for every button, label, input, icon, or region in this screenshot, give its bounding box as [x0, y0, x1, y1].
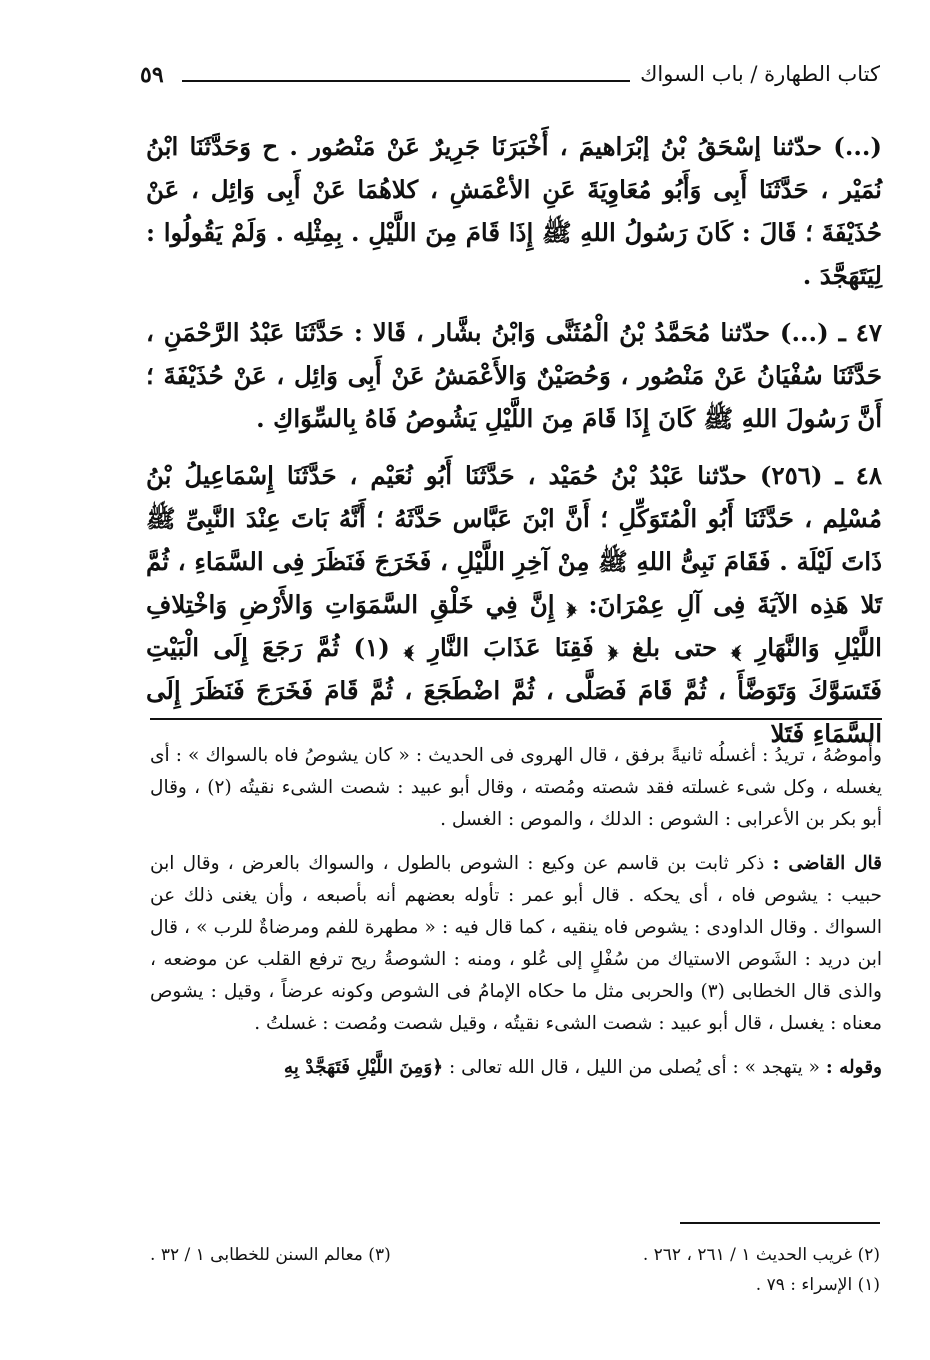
hadith-text — [146, 125, 882, 769]
footnotes — [150, 1240, 880, 1300]
section-divider — [150, 718, 882, 720]
hadith-paragraph: ٤٨ ـ (٢٥٦) حدّثنا عَبْدُ بْنُ حُمَيْد ، حَدَّثَنَا أَبُو نُعَيْم ، حَدَّثَنَا إِسْمَاعِيلُ بْنُ مُسْلِم ، حَدَّثَنَا أَبُو الْمُتَوَكِّلِ ؛ أَنَّ ابْنَ عَبَّاس حَدَّثَهُ ؛ أَنَّهُ بَاتَ عِنْدَ النَّبِىِّ ﷺ ذَاتَ لَيْلَة . فَقَامَ نَبِىُّ اللهِ ﷺ مِنْ آخِرِ اللَّيْلِ ، فَخَرَجَ فَنَظَرَ فِى السَّمَاءِ ، ثُمَّ تَلا هَذِه الآيَةَ فِى آلِ عِمْرَانَ: ﴿ إِنَّ فِي خَلْقِ السَّمَوَاتِ وَالأَرْضِ وَاخْتِلافِ اللَّيْلِ وَالنَّهَارِ ﴾ حتى بلغ ﴿ فَقِنَا عَذَابَ النَّارِ ﴾ (١) ثُمَّ رَجَعَ إِلَى الْبَيْتِ فَتَسَوَّكَ وَتَوَضَّأَ ، ثُمَّ قَامَ فَصَلَّى ، ثُمَّ اضْطَجَعَ ، ثُمَّ قَامَ فَخَرَجَ فَنَظَرَ إِلَى السَّمَاءِ فَتَلا — [146, 461, 882, 748]
quran-quote: ﴿وَمِنَ اللَّيْلِ فَتَهَجَّدْ بِهِ — [283, 1057, 444, 1078]
hadith-paragraph: ٤٧ ـ (...) حدّثنا مُحَمَّدُ بْنُ الْمُثَنَّى وَابْنُ بشَّار ، قَالا : حَدَّثَنَا عَبْدُ الرَّحْمَنِ ، حَدَّثَنَا سُفْيَانُ عَنْ مَنْصُور ، وَحُصَيْنٌ وَالأَعْمَشُ عَنْ أَبِى وَائِل ، عَنْ حُذَيْفَةَ ؛ أَنَّ رَسُولَ اللهِ ﷺ كَانَ إِذَا قَامَ مِنَ اللَّيْلِ يَشُوصُ فَاهُ بِالسِّوَاكِ . — [146, 318, 882, 433]
hadith-paragraph: (...) حدّثنا إسْحَقُ بْنُ إبْرَاهيمَ ، أَخْبَرَنَا جَرِيرٌ عَنْ مَنْصُور . ح وَحَدَّثَنَا ابْنُ نُمَيْر ، حَدَّثَنَا أَبِى وَأَبُو مُعَاوِيَةَ عَنِ الأعْمَشِ ، كلاهُمَا عَنْ أَبِى وَائِل ، عَنْ حُذَيْفَةَ ؛ قَالَ : كَانَ رَسُولُ اللهِ ﷺ إِذَا قَامَ مِنَ اللَّيْلِ . بِمِثْلِه . وَلَمْ يَقُولُوا : لِيَتَهَجَّدَ . — [146, 132, 882, 290]
footnote: (٣) معالم السنن للخطابى ١ / ٣٢ . — [150, 1245, 391, 1265]
commentary-paragraph: وأموصُهُ ، تريدُ : أغسلُه ثانيةً برفق ، قال الهروى فى الحديث : « كان يشوصُ فاه بالسواك » : أى يغسله ، وكل شىء غسلته فقد شصته ومُصته ، وقال أبو عبيد : شصت الشىء نقيتُه (٢) ، وقال أبو بكر بن الأعرابى : الشوص : الدلك ، والموص : الغسل . — [150, 745, 883, 830]
footnote-rule — [680, 1222, 880, 1224]
footnote: (١) الإسراء : ٧٩ . — [755, 1275, 880, 1295]
page-header — [140, 58, 880, 98]
header-rule — [182, 80, 630, 82]
commentary — [150, 740, 882, 1096]
footnote: (٢) غريب الحديث ١ / ٢٦١ ، ٢٦٢ . — [642, 1245, 880, 1265]
running-title: كتاب الطهارة / باب السواك — [640, 62, 880, 86]
commentary-lead: قال القاضى : — [772, 853, 882, 874]
commentary-text: « يتهجد » : أى يُصلى من الليل ، قال الله تعالى : — [449, 1057, 820, 1078]
commentary-text: ذكر ثابت بن قاسم عن وكيع : الشوص بالطول ، والسواك بالعرض ، وقال ابن حبيب : يشوص فاه ، أى يحكه . قال أبو عمر : تأوله بعضهم أنه بأصبعه ، وأن يغنى ذلك عن السواك . وقال الداودى : يشوص فاه ينقيه ، كما قال فيه : « مطهرة للفم ومرضاةٌ للرب » ، قال ابن دريد : الشَوص الاستياك من سُفْلٍ إلى عُلو ، ومنه : الشوصةُ ريح ترفع القلب عن موضعه ، والذى قال الخطابى (٣) والحربى مثل ما حكاه الإمامُ فى الشوص وكونه عرضاً ، وقيل : يشوص معناه : يغسل ، قال أبو عبيد : شصت الشىء نقيتُه ، وقيل شصت ومُصت : غسلتُ . — [150, 853, 882, 1034]
commentary-lead: وقوله : — [825, 1057, 882, 1078]
page-number: ٥٩ — [140, 62, 164, 88]
commentary-paragraph — [150, 1052, 882, 1084]
commentary-paragraph — [150, 848, 882, 1040]
footnote-row — [150, 1270, 880, 1300]
footnote-row — [150, 1240, 880, 1270]
